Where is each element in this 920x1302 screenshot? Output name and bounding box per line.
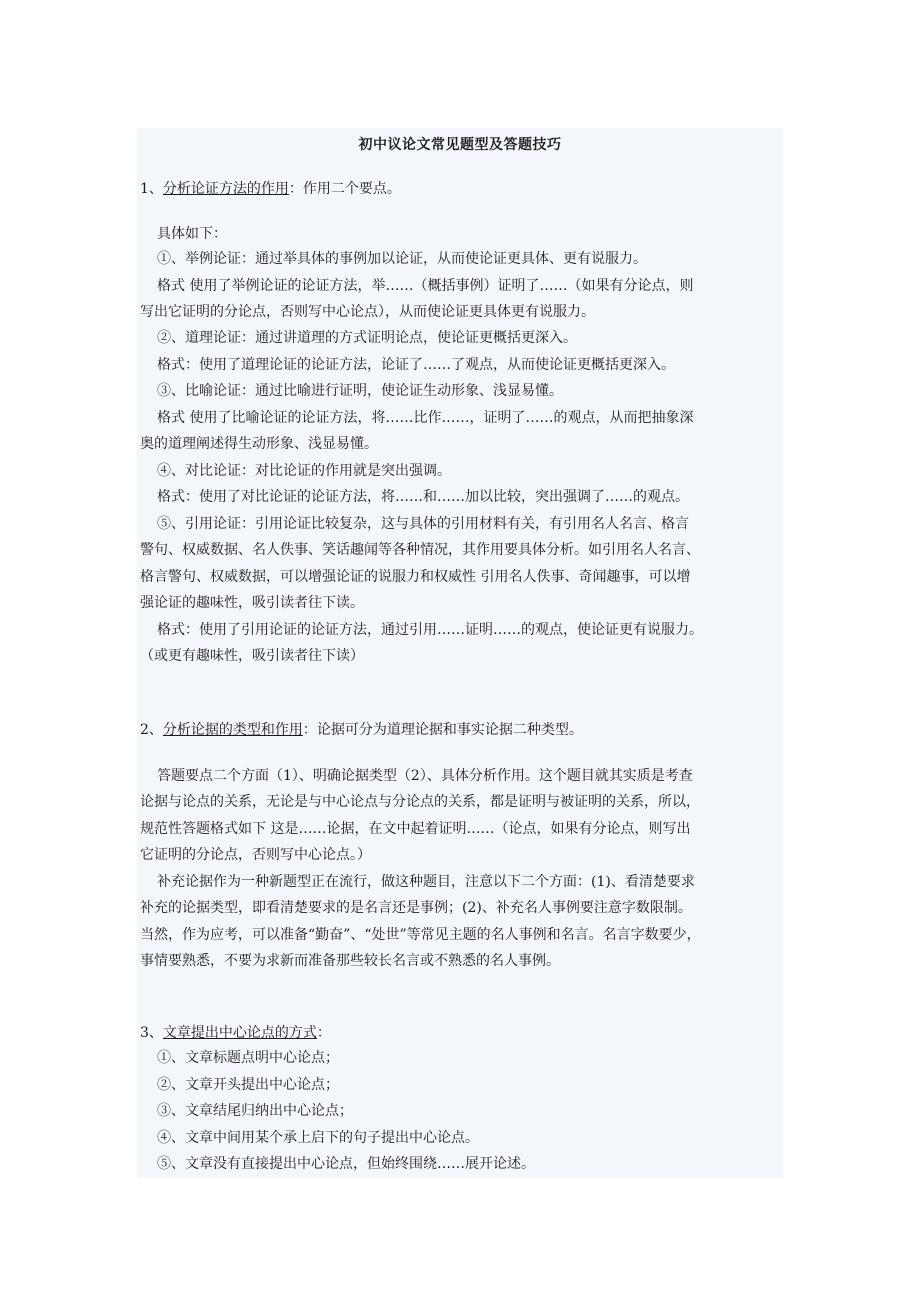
- section-1-line: 格式：使用了引用论证的论证方法，通过引用……证明……的观点，使论证更有说服力。: [157, 622, 703, 638]
- section-2-heading-tail: ：论据可分为道理论据和事实论据二种类型。: [302, 722, 583, 738]
- section-1-line: 格式：使用了对比论证的论证方法，将……和……加以比较，突出强调了……的观点。: [157, 489, 689, 505]
- section-2-line: 补充论据作为一种新题型正在流行，做这种题目，注意以下二个方面：(1)、看清楚要求: [157, 874, 695, 890]
- section-1-line: ④、对比论证：对比论证的作用就是突出强调。: [157, 463, 451, 479]
- section-1-number: 1、: [140, 181, 163, 197]
- section-1-line: ①、举例论证：通过举具体的事例加以论证，从而使论证更具体、更有说服力。: [157, 251, 647, 267]
- section-3-heading-text: 文章提出中心论点的方式: [162, 1025, 317, 1041]
- section-1-line: 格式：使用了道理论证的论证方法，论证了……了观点，从而使论证更概括更深入。: [157, 357, 675, 373]
- section-2-line: 规范性答题格式如下 这是……论据，在文中起着证明……（论点，如果有分论点，则写出: [140, 821, 691, 837]
- section-2-line: 答题要点二个方面（1）、明确论据类型（2）、具体分析作用。这个题目就其实质是考查: [157, 768, 693, 784]
- section-3-item: ②、文章开头提出中心论点；: [157, 1077, 339, 1093]
- document-title: 初中议论文常见题型及答题技巧: [358, 137, 562, 153]
- section-1-line: 警句、权威数据、名人佚事、笑话趣闻等各种情况，其作用要具体分析。如引用名人名言、: [140, 542, 700, 558]
- section-3-item: ⑤、文章没有直接提出中心论点，但始终围绕……展开论述。: [157, 1156, 535, 1172]
- section-1-line: 写出它证明的分论点，否则写中心论点），从而使论证更具体更有说服力。: [140, 304, 595, 320]
- section-1-line: 格式 使用了比喻论证的论证方法，将……比作……，证明了……的观点，从而把抽象深: [157, 410, 694, 426]
- section-1-line: 格言警句、权威数据，可以增强论证的说服力和权威性 引用名人佚事、奇闻趣事，可以增: [140, 569, 691, 585]
- section-3-item: ③、文章结尾归纳出中心论点；: [157, 1103, 353, 1119]
- section-2-heading: [140, 717, 780, 743]
- document-body: [137, 128, 783, 1178]
- section-2-line: 当然，作为应考，可以准备“勤奋”、“处世”等常见主题的名人事例和名言。名言字数要少，: [140, 927, 701, 943]
- section-2-heading-text: 分析论据的类型和作用: [162, 722, 303, 738]
- section-3-item: ④、文章中间用某个承上启下的句子提出中心论点。: [157, 1130, 479, 1146]
- section-3-item: ①、文章标题点明中心论点；: [157, 1050, 339, 1066]
- section-1-line: 格式 使用了举例论证的论证方法，举……（概括事例）证明了……（如果有分论点，则: [157, 278, 694, 294]
- section-1-line: （或更有趣味性，吸引读者往下读）: [140, 648, 364, 664]
- section-2-number: 2、: [140, 722, 163, 738]
- section-2-line: 补充的论据类型，即看清楚要求的是名言还是事例；(2)、补充名人事例要注意字数限制。: [140, 900, 692, 916]
- section-1-intro: 具体如下：: [157, 226, 227, 242]
- section-1-line: 强论证的趣味性，吸引读者往下读。: [140, 595, 364, 611]
- section-1-heading-text: 分析论证方法的作用: [162, 181, 289, 197]
- section-3-heading: [140, 1020, 780, 1046]
- section-3-heading-tail: ：: [316, 1025, 331, 1041]
- section-3-number: 3、: [140, 1025, 163, 1041]
- section-1-line: ⑤、引用论证：引用论证比较复杂，这与具体的引用材料有关，有引用名人名言、格言: [157, 516, 689, 532]
- section-2-line: 它证明的分论点，否则写中心论点。）: [140, 847, 371, 863]
- section-1-heading: [140, 176, 780, 202]
- section-1-line: ③、比喻论证：通过比喻进行证明，使论证生动形象、浅显易懂。: [157, 383, 563, 399]
- section-1-heading-tail: ：作用二个要点。: [288, 181, 401, 197]
- section-2-line: 论据与论点的关系，无论是与中心论点与分论点的关系，都是证明与被证明的关系，所以，: [140, 794, 700, 810]
- section-1-line: 奥的道理阐述得生动形象、浅显易懂。: [140, 436, 378, 452]
- section-2-line: 事情要熟悉，不要为求新而准备那些较长名言或不熟悉的名人事例。: [140, 953, 560, 969]
- section-1-line: ②、道理论证：通过讲道理的方式证明论点，使论证更概括更深入。: [157, 330, 577, 346]
